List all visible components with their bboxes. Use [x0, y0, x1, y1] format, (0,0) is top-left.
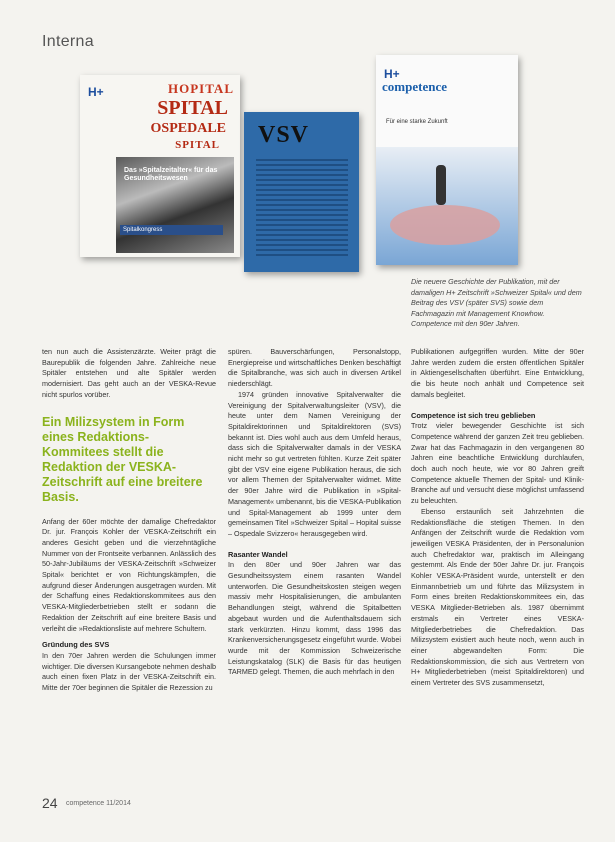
subheading: Rasanter Wandel — [228, 549, 288, 559]
paragraph: ten nun auch die Assistenzärzte. Weiter prägt die Baurepublik die folgenden Jahre. Zahlreiche neue Spitäler entstehen und alte Spitäler werden modernisiert. Das geht auch an der VESKA-Revue nicht spurlos vorüber. — [42, 347, 216, 399]
paragraph: In den 80er und 90er Jahren war das Gesundheitssystem einem rasanten Wandel unterworfen. Die Gesundheitskosten steigen wegen massiv mehr Hospitalisierungen, die ambulanten Behandlungen steigt, während die Spitalbetten abgebaut wurden und die Aufenthaltsdauern sich stark verkürzten. Hinzu kommt, dass 1996 das Krankenversicherungsgesetz eingeführt wurde. Wobei wurde mit der Kommission Schweizerische Leistungskatalog (SLK) die Basis für das heutigen TARMED gelegt. Themen, die auch mehrfach in den — [228, 560, 401, 677]
paragraph: Anfang der 60er möchte der damalige Chefredaktor Dr. jur. François Kohler der VESKA-Zeitschrift ein anderes Gesicht geben und die vierzehntägliche Nummer von der Frontseite verbannen. Anlässlich des 50-Jahr-Jubiläums der VESKA-Zeitschrift »Schweizer Spital« berichtet er von Richtungskämpfen, die aufgrund dieser Änderungen ausgetragen wurden. Mit der Schaffung eines Redaktionskommitees aus den VESKA-Mitgliederbetrieben stellt er sodann die Redaktion der Zeitschrift auf eine breitere Basis und verleiht die »Redaktionsliste auf mehrere Schultern. — [42, 516, 216, 633]
section-label: Interna — [42, 33, 94, 50]
cover3-subtitle: Für eine starke Zukunft — [386, 119, 448, 125]
subheading: Competence ist sich treu geblieben — [411, 410, 536, 420]
cover2-text-block — [256, 156, 348, 256]
footer-issue: competence 11/2014 — [66, 800, 131, 807]
column-3 — [411, 347, 584, 689]
pull-quote: Ein Milizsystem in Form eines Redaktions-Kommitees stellt die Redaktion der VESKA-Zeitschrift auf eine breitere Basis. — [42, 414, 203, 504]
cover1-title-ospedale: OSPEDALE — [150, 121, 226, 136]
page-number: 24 — [42, 795, 58, 811]
cover-vsv — [244, 112, 359, 272]
paragraph: 1974 gründen innovative Spitalverwalter die Vereinigung der Spitalverwaltungsleiter (VSV), die heute unter dem Namen Vereinigung der Spitaldirektorinnen und Spitaldirektoren (SVS) bekannt ist. Dies wohl auch aus dem Umfeld heraus, dass sich die Spitalverwalter damals in der VESKA nicht mehr so gut vertreten fühlten. Kurze Zeit später gibt der VSV eine eigene Publikation heraus, die sich vor allem Themen der Spitalverwalter widmet. Mitte der 90er Jahre wird die Publikation in »Spital-Management« umbenannt, bis die VESKA-Publikation und Spital-Management ab 1999 unter dem gemeinsamen Titel »Schweizer Spital – Hopital suisse – Ospedale Svizzero« herausgegeben wird. — [228, 389, 401, 538]
hplus-logo-2: H+ — [384, 67, 400, 81]
paragraph: Trotz vieler bewegender Geschichte ist sich Competence während der ganzen Zeit treu geblieben. Zwar hat das Fachmagazin in den vergangenen 80 Jahren eine beachtliche Entwicklung durchlaufen, doch auch noch heute, wie vor 80 Jahren greift Competence aktuelle Themen der Spital- und Klinik-Branche auf und versucht diese möglichst umfassend zu beleuchten. — [411, 421, 584, 506]
paragraph: Ebenso erstaunlich seit Jahrzehnten die Redaktionsfläche die stetigen Themen. In den Anfängen der Zeitschrift wurde die Redaktion vom jeweiligen VESKA Präsidenten, der in Personalunion auch Chefredaktor war, praktisch im Alleingang gestemmt. Als Ende der 50er Jahre Dr. jur. François Kohler VESKA-Präsident wurde, unterstellt er den Einmannbetrieb um und führte das Milizsystem in Form eines breiten Redaktionskommitees ein, das VESKA Mitglieder-Betrieben als. 1987 übernimmt erstmals ein Vertreter eines VESKA-Mitgliederbetriebes die Chefredaktion. Das Milizsystem existiert auch heute noch, wenn auch in einer abgewandelten Form: Die Redaktionskommission, die sich aus Vertretern von H+ Mitgliederbetrieben (meist Spitaldirektoren) und einem Vertreter des SVS zusammensetzt, — [411, 506, 584, 688]
image-caption: Die neuere Geschichte der Publikation, mit der damaligen H+ Zeitschrift »Schweizer Spital« und dem Beitrag des VSV (später SVS) sowie dem Fachmagazin mit Management Knowhow. Competence mit den 90er Jahren. — [411, 277, 582, 328]
cover1-title-spital: SPITAL — [157, 97, 228, 119]
competence-logo: competence — [382, 79, 447, 94]
cover1-headline: Das »Spitalzeitalter« für das Gesundheitswesen — [124, 167, 218, 182]
paragraph: spüren. Bauverschärfungen, Personalstopp, Energiepreise und wirtschaftliches Denken beschäftigt die Spitalbranche, was sich auch in diversen Artikel niederschlägt. — [228, 347, 401, 389]
subheading: Gründung des SVS — [42, 640, 110, 650]
paragraph: Publikationen aufgegriffen wurden. Mitte der 90er Jahre werden zudem die ersten öffentlichen Spitäler in Aktiengesellschaften überführt. Eine Entwicklung, die bis heute noch anhält und Competence seit damals begleitet. — [411, 347, 584, 399]
column-2 — [228, 347, 401, 678]
cover1-band: Spitalkongress — [120, 225, 223, 235]
cover1-title-spital-2: SPITAL — [175, 139, 220, 151]
cover-competence — [376, 55, 518, 265]
paragraph: In den 70er Jahren werden die Schulungen immer wichtiger. Die diversen Kursangebote nehmen deshalb auch einen fixen Platz in der VESKA-Zeitschrift ein. Mitte der 70er beginnen die Spitäler die Rezession zu — [42, 650, 216, 693]
cover1-title-hopital: HOPITAL — [168, 81, 234, 96]
cover-schweizer-spital — [80, 75, 240, 257]
hplus-logo: H+ — [88, 85, 104, 99]
cover3-puzzle-map — [390, 205, 500, 245]
cover2-title: VSV — [258, 122, 310, 148]
column-1 — [42, 347, 216, 694]
cover3-figure — [436, 165, 446, 205]
